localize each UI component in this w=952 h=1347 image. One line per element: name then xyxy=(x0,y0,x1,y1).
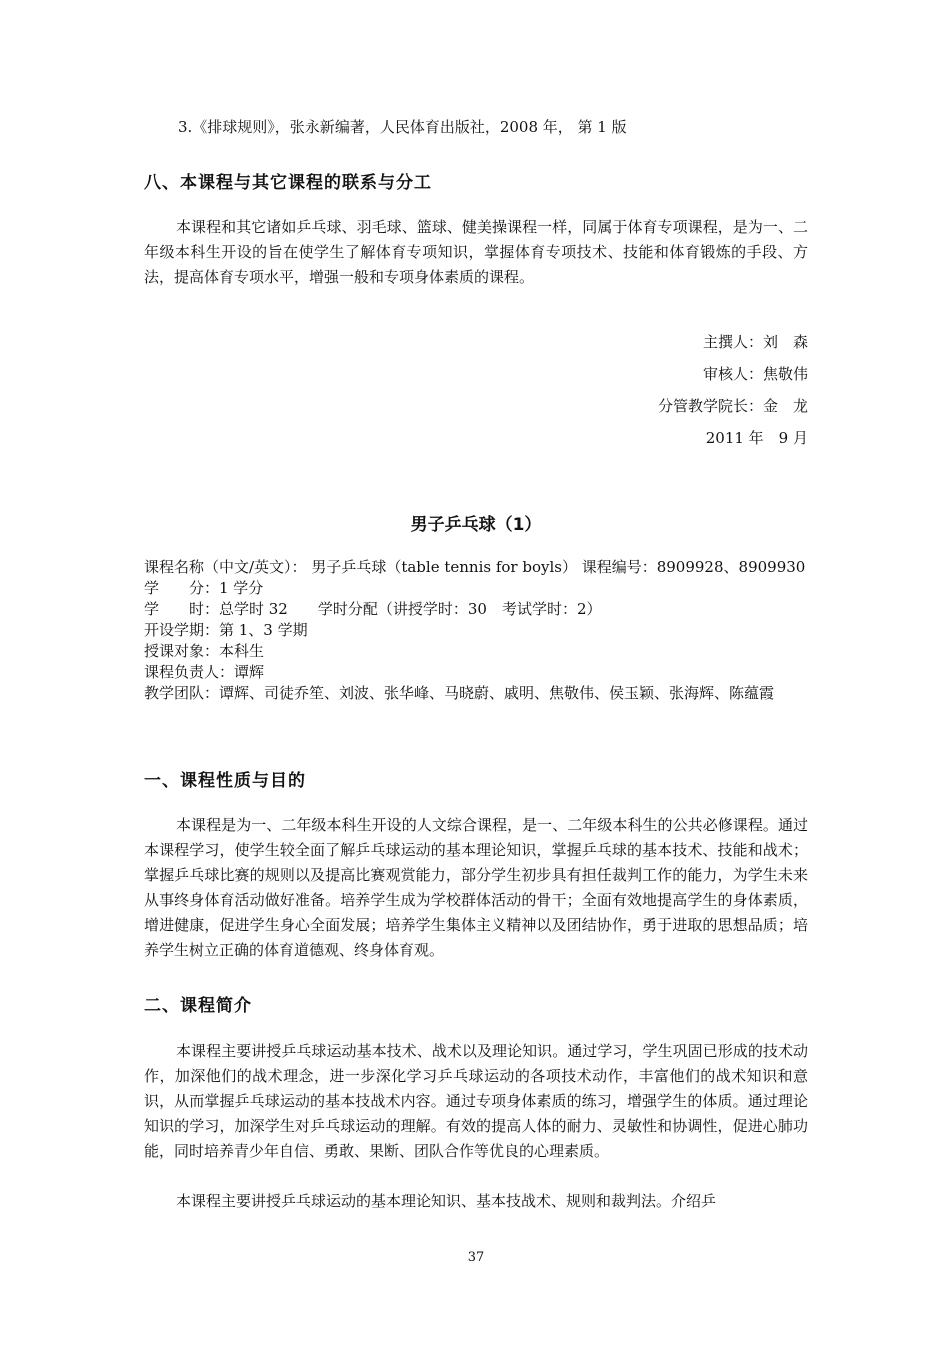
reviewer-signature: 审核人：焦敬伟 xyxy=(702,365,808,383)
course-leader-line: 课程负责人：谭辉 xyxy=(144,663,265,681)
course-team-value: 谭辉、司徒乔笙、刘波、张华峰、马晓蔚、戚明、焦敬伟、侯玉颖、张海辉、陈蕴霞 xyxy=(219,684,775,702)
course-title: 男子乒乓球（1） xyxy=(410,515,542,535)
course-team-label: 教学团队： xyxy=(144,684,220,702)
section-8-paragraph: 本课程和其它诸如乒乓球、羽毛球、篮球、健美操课程一样，同属于体育专项课程，是为一、二年级本科生开设的旨在使学生了解体育专项知识，掌握体育专项技术、技能和体育锻炼的手段、方法，提高体育专项水平，增强一般和专项身体素质的课程。 xyxy=(144,218,808,286)
course-semester-line: 开设学期：第 1、3 学期 xyxy=(144,621,308,639)
section-2-paragraph-1: 本课程主要讲授乒乓球运动基本技术、战术以及理论知识。通过学习，学生巩固已形成的技术动作，加深他们的战术理念，进一步深化学习乒乓球运动的各项技术动作，丰富他们的战术知识和意识，从而掌握乒乓球运动的基本技战术内容。通过专项身体素质的练习，增强学生的体质。通过理论知识的学习，加深学生对乒乓球运动的理解。有效的提高人体的耐力、灵敏性和协调性，促进心肺功能，同时培养青少年自信、勇敢、果断、团队合作等优良的心理素质。 xyxy=(144,1042,808,1160)
section-1-paragraph: 本课程是为一、二年级本科生开设的人文综合课程，是一、二年级本科生的公共必修课程。通过本课程学习，使学生较全面了解乒乓球运动的基本理论知识，掌握乒乓球的基本技术、技能和战术；掌握乒乓球比赛的规则以及提高比赛观赏能力，部分学生初步具有担任裁判工作的能力，为学生未来从事终身体育活动做好准备。培养学生成为学校群体活动的骨干；全面有效地提高学生的身体素质，增进健康，促进学生身心全面发展；培养学生集体主义精神以及团结协作，勇于进取的思想品质；培养学生树立正确的体育道德观、终身体育观。 xyxy=(144,816,808,959)
section-2-heading: 二、课程简介 xyxy=(144,996,252,1016)
course-team-line xyxy=(144,683,814,704)
course-info-block xyxy=(144,557,814,704)
course-hours-line: 学 时：总学时 32 学时分配（讲授学时：30 考试学时：2） xyxy=(144,600,602,618)
course-name-line: 课程名称（中文/英文）： 男子乒乓球（table tennis for boyls） 课程编号：8909928、8909930 xyxy=(144,558,806,576)
page-number: 37 xyxy=(467,1250,485,1265)
section-8-heading: 八、本课程与其它课程的联系与分工 xyxy=(144,173,432,193)
author-signature: 主撰人：刘 森 xyxy=(702,333,808,351)
section-1-heading: 一、课程性质与目的 xyxy=(144,771,306,791)
course-audience-line: 授课对象：本科生 xyxy=(144,642,265,660)
reference-item-3: 3.《排球规则》，张永新编著，人民体育出版社，2008 年， 第 1 版 xyxy=(178,118,627,136)
course-credits-line: 学 分：1 学分 xyxy=(144,579,264,597)
dean-signature: 分管教学院长：金 龙 xyxy=(657,397,808,415)
section-2-paragraph-2: 本课程主要讲授乒乓球运动的基本理论知识、基本技战术、规则和裁判法。介绍乒 xyxy=(176,1192,717,1210)
signature-date: 2011 年 9 月 xyxy=(705,429,808,447)
